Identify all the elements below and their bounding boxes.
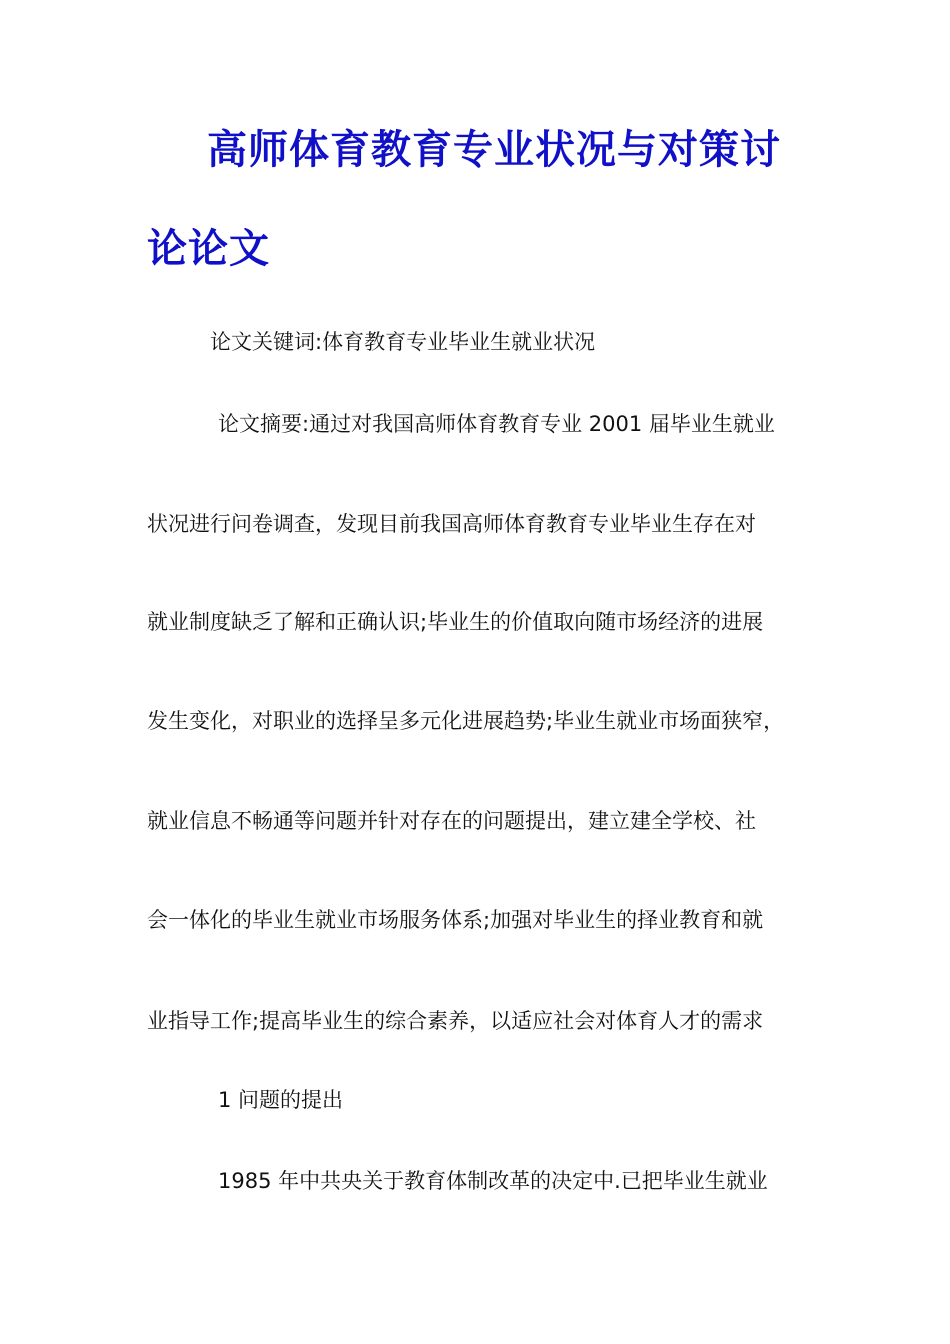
abstract-line-7: 业指导工作;提高毕业生的综合素养，以适应社会对体育人才的需求 (147, 1009, 764, 1033)
abstract-line-2: 状况进行问卷调查，发现目前我国高师体育教育专业毕业生存在对 (147, 512, 756, 536)
keywords-line: 论文关键词:体育教育专业毕业生就业状况 (210, 330, 596, 354)
abstract-line-3: 就业制度缺乏了解和正确认识;毕业生的价值取向随市场经济的进展 (147, 610, 764, 634)
document-title-line-1: 高师体育教育专业状况与对策讨 (207, 126, 781, 173)
abstract-line-1: 论文摘要:通过对我国高师体育教育专业 2001 届毕业生就业 (218, 412, 775, 436)
abstract-line-4: 发生变化，对职业的选择呈多元化进展趋势;毕业生就业市场面狭窄， (147, 709, 785, 733)
abstract-line-5: 就业信息不畅通等问题并针对存在的问题提出，建立建全学校、社 (147, 809, 756, 833)
document-title-line-2: 论论文 (147, 225, 270, 272)
abstract-line-6: 会一体化的毕业生就业市场服务体系;加强对毕业生的择业教育和就 (147, 908, 764, 932)
section-heading: 1 问题的提出 (218, 1088, 344, 1112)
body-line-1: 1985 年中共央关于教育体制改革的决定中.已把毕业生就业 (218, 1169, 768, 1193)
